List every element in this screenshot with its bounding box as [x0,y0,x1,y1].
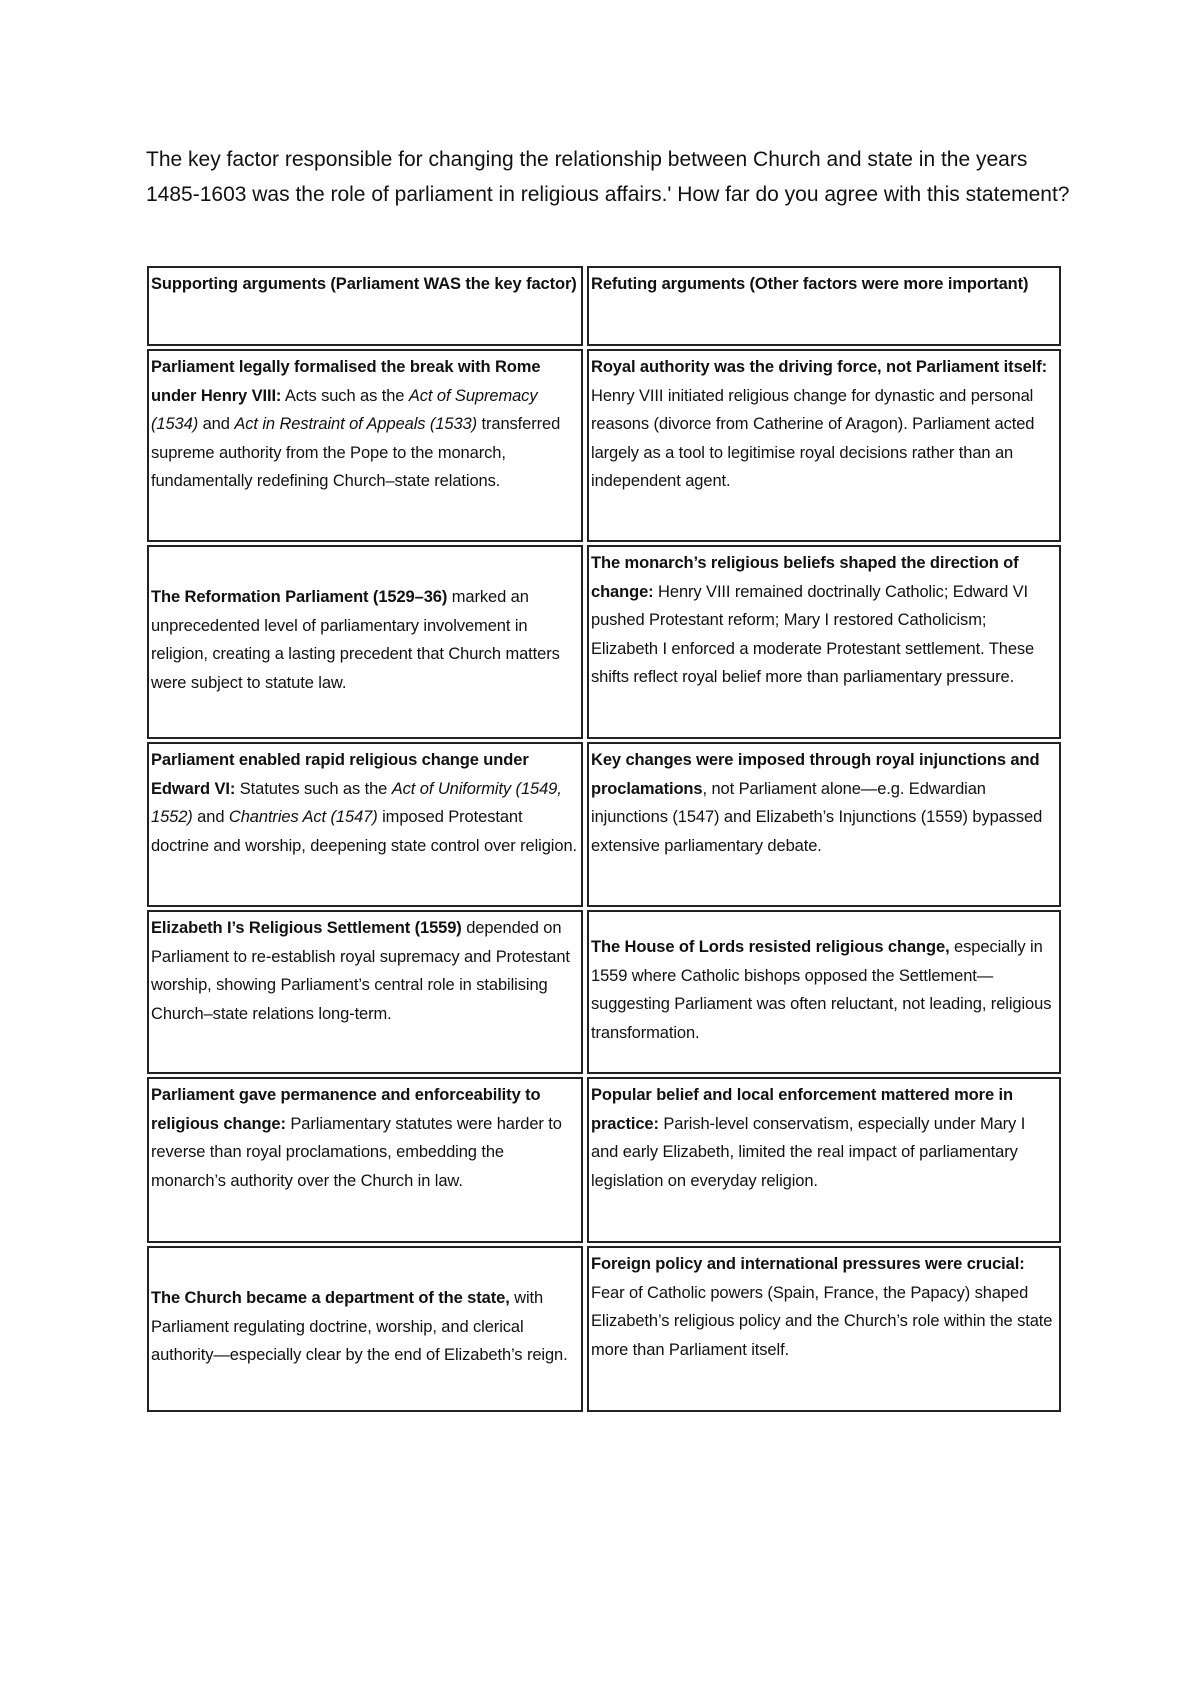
table-row [147,742,1061,907]
refuting-cell [587,349,1061,542]
cell-text: especially in 1559 where Catholic bishops opposed the Settlement—suggesting Parliament was often reluctant, not leading, religious transformation. [591,938,1052,1042]
cell-heading: Key changes were imposed through royal injunctions and proclamations [591,751,1040,798]
cell-text: transferred supreme authority from the Pope to the monarch, fundamentally redefining Church–state relations. [151,415,561,490]
arguments-table [147,266,1061,1415]
supporting-cell [147,742,583,907]
act-title: Chantries Act (1547) [228,808,378,826]
cell-text: , not Parliament alone—e.g. Edwardian injunctions (1547) and Elizabeth’s Injunctions (1559) bypassed extensive parliamentary debate. [591,779,1043,855]
supporting-cell [147,545,583,739]
cell-text: with Parliament regulating doctrine, worship, and clerical authority—especially clear by the end of Elizabeth’s reign. [151,1289,568,1365]
cell-text: depended on Parliament to re-establish royal supremacy and Protestant worship, showing Parliament’s central role in stabilising Church–state relations long-term. [151,919,570,1023]
cell-text: imposed Protestant doctrine and worship, deepening state control over religion. [151,808,578,855]
supporting-cell [147,1077,583,1243]
cell-heading: Elizabeth I’s Religious Settlement (1559) [151,919,462,937]
cell-heading: Parliament enabled rapid religious change under Edward VI: [151,751,529,798]
cell-text: Parish-level conservatism, especially under Mary I and early Elizabeth, limited the real impact of parliamentary legislation on everyday religion. [591,1114,1026,1190]
refuting-cell [587,545,1061,739]
cell-text: Statutes such as the [235,779,392,798]
cell-text: Henry VIII initiated religious change for dynastic and personal reasons (divorce from Catherine of Aragon). Parliament acted largely as a tool to legitimise royal decisions rather than an independent agent. [591,386,1035,490]
refuting-cell [587,742,1061,907]
supporting-cell [147,910,583,1074]
cell-text: Fear of Catholic powers (Spain, France, the Papacy) shaped Elizabeth’s religious policy and the Church’s role within the state more than Parliament itself. [591,1283,1053,1359]
cell-text: Acts such as the [281,386,409,405]
table-row [147,349,1061,542]
supporting-cell [147,349,583,542]
cell-text: Henry VIII remained doctrinally Catholic; Edward VI pushed Protestant reform; Mary I restored Catholicism; Elizabeth I enforced a moderate Protestant settlement. These shifts reflect royal belief more than parliamentary pressure. [591,582,1035,686]
cell-heading: Royal authority was the driving force, not Parliament itself: [591,358,1047,376]
cell-text: marked an unprecedented level of parliamentary involvement in religion, creating a lasting precedent that Church matters were subject to statute law. [151,588,560,692]
table-row [147,910,1061,1074]
essay-question: The key factor responsible for changing the relationship between Church and state in the years 1485-1603 was the role of parliament in religious affairs.' How far do you agree with this statement? [146,148,1070,206]
act-title: Act of Uniformity (1549, 1552) [151,779,562,826]
cell-text: Parliamentary statutes were harder to reverse than royal proclamations, embedding the monarch’s authority over the Church in law. [151,1114,562,1190]
refuting-cell [587,1077,1061,1243]
header-supporting-label: Supporting arguments (Parliament WAS the key factor) [151,275,577,293]
act-title: Act in Restraint of Appeals (1533) [234,415,478,433]
table-row [147,1246,1061,1412]
cell-text: and [198,415,235,433]
cell-heading: Popular belief and local enforcement mattered more in practice: [591,1086,1013,1133]
cell-heading: The monarch’s religious beliefs shaped the direction of change: [591,554,1019,601]
header-refuting-label: Refuting arguments (Other factors were more important) [591,275,1029,293]
table-header-row [147,266,1061,346]
table-row [147,545,1061,739]
cell-heading: Parliament legally formalised the break with Rome under Henry VIII: [151,358,541,405]
cell-heading: Parliament gave permanence and enforceability to religious change: [151,1086,541,1133]
refuting-cell [587,1246,1061,1412]
refuting-cell [587,910,1061,1074]
cell-text: and [192,808,229,826]
header-supporting [147,266,583,346]
supporting-cell [147,1246,583,1412]
cell-heading: The Church became a department of the state, [151,1289,510,1308]
table-row [147,1077,1061,1243]
cell-heading: The Reformation Parliament (1529–36) [151,588,448,606]
header-refuting [587,266,1061,346]
cell-heading: The House of Lords resisted religious change, [591,938,950,956]
act-title: Act of Supremacy (1534) [151,386,538,433]
cell-heading: Foreign policy and international pressures were crucial: [591,1255,1025,1273]
